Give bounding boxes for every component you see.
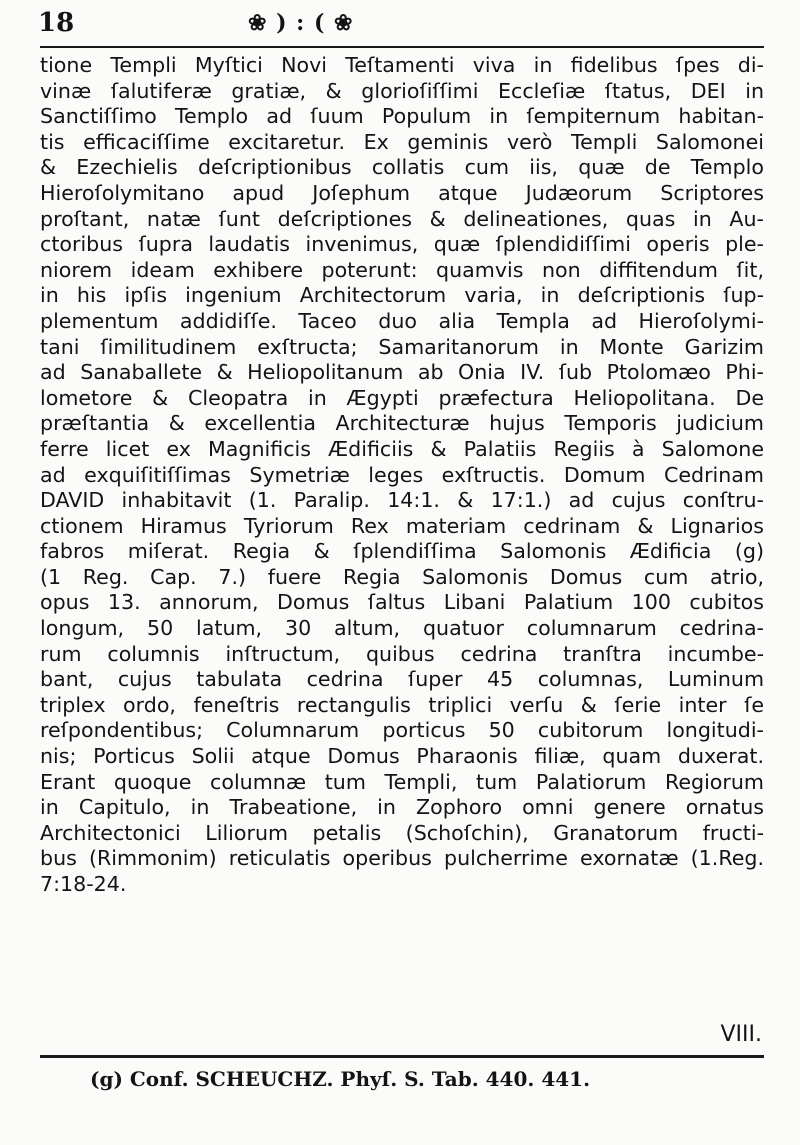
text-line: Sanctiſſimo Templo ad ſuum Populum in ſempiternum habitan- bbox=[40, 104, 764, 129]
text-line: in Capitulo, in Trabeatione, in Zophoro omni genere ornatus bbox=[40, 795, 764, 820]
header-rule bbox=[40, 46, 764, 48]
text-line: reſpondentibus; Columnarum porticus 50 cubitorum longitudi- bbox=[40, 718, 764, 743]
text-line: (1 Reg. Cap. 7.) fuere Regia Salomonis Domus cum atrio, bbox=[40, 564, 764, 589]
text-line: bant, cujus tabulata cedrina ſuper 45 columnas, Luminum bbox=[40, 667, 764, 692]
text-line: opus 13. annorum, Domus ſaltus Libani Palatium 100 cubitos bbox=[40, 590, 764, 615]
text-line: longum, 50 latum, 30 altum, quatuor columnarum cedrina- bbox=[40, 616, 764, 641]
text-line: fabros miſerat. Regia & ſplendiſſima Salomonis Ædificia (g) bbox=[40, 539, 764, 564]
text-line: lometore & Cleopatra in Ægypti præfectura Heliopolitana. De bbox=[40, 385, 764, 410]
text-line: in his ipſis ingenium Architectorum varia, in deſcriptionis ſup- bbox=[40, 283, 764, 308]
page-header bbox=[38, 6, 762, 46]
text-line: niorem ideam exhibere poterunt: quamvis non diffitendum ſit, bbox=[40, 257, 764, 282]
text-line: bus (Rimmonim) reticulatis operibus pulcherrime exornatæ (1.Reg. bbox=[40, 846, 764, 871]
text-line: ad Sanaballete & Heliopolitanum ab Onia IV. ſub Ptolomæo Phi- bbox=[40, 360, 764, 385]
body-text bbox=[40, 53, 764, 898]
text-line: rum columnis inſtructum, quibus cedrina tranſtra incumbe- bbox=[40, 641, 764, 666]
text-line: ctoribus ſupra laudatis invenimus, quæ ſplendidiſſimi operis ple- bbox=[40, 232, 764, 257]
text-line: Erant quoque columnæ tum Templi, tum Palatiorum Regiorum bbox=[40, 769, 764, 794]
text-line: ad exquiſitiſſimas Symetriæ leges exſtructis. Domum Cedrinam bbox=[40, 462, 764, 487]
text-line: triplex ordo, feneſtris rectangulis triplici verſu & ſerie inter ſe bbox=[40, 692, 764, 717]
text-line: tis efficaciſſime excitaretur. Ex geminis verò Templi Salomonei bbox=[40, 129, 764, 154]
text-line: ctionem Hiramus Tyriorum Rex materiam cedrinam & Lignarios bbox=[40, 513, 764, 538]
text-line: DAVID inhabitavit (1. Paralip. 14:1. & 17:1.) ad cujus conſtru- bbox=[40, 488, 764, 513]
text-line: Hieroſolymitano apud Joſephum atque Judæorum Scriptores bbox=[40, 180, 764, 205]
header-ornament: ❀ ) : ( ❀ bbox=[248, 10, 354, 36]
text-line: Architectonici Liliorum petalis (Schoſchin), Granatorum fructi- bbox=[40, 820, 764, 845]
text-line: præſtantia & excellentia Architecturæ hujus Temporis judicium bbox=[40, 411, 764, 436]
text-line: ferre licet ex Magnificis Ædificiis & Palatiis Regiis à Salomone bbox=[40, 436, 764, 461]
text-line: nis; Porticus Solii atque Domus Pharaonis filiæ, quam duxerat. bbox=[40, 744, 764, 769]
page-number: 18 bbox=[38, 8, 75, 38]
text-line: plementum addidiſſe. Taceo duo alia Templa ad Hieroſolymi- bbox=[40, 308, 764, 333]
text-line: vinæ ſalutiferæ gratiæ, & glorioſiſſimi Eccleſiæ ſtatus, DEI in bbox=[40, 78, 764, 103]
text-line: 7:18-24. bbox=[40, 872, 127, 896]
footnote-rule bbox=[40, 1055, 764, 1058]
footnote: (g) Conf. SCHEUCHZ. Phyſ. S. Tab. 440. 441. bbox=[90, 1067, 591, 1091]
text-line: tione Templi Myſtici Novi Teſtamenti viva in fidelibus ſpes di- bbox=[40, 53, 764, 77]
text-line: tani ſimilitudinem exſtructa; Samaritanorum in Monte Garizim bbox=[40, 334, 764, 359]
text-line: & Ezechielis deſcriptionibus collatis cum iis, quæ de Templo bbox=[40, 155, 764, 180]
catchword: VIII. bbox=[720, 1022, 762, 1047]
text-line: proſtant, natæ ſunt deſcriptiones & delineationes, quas in Au- bbox=[40, 206, 764, 231]
